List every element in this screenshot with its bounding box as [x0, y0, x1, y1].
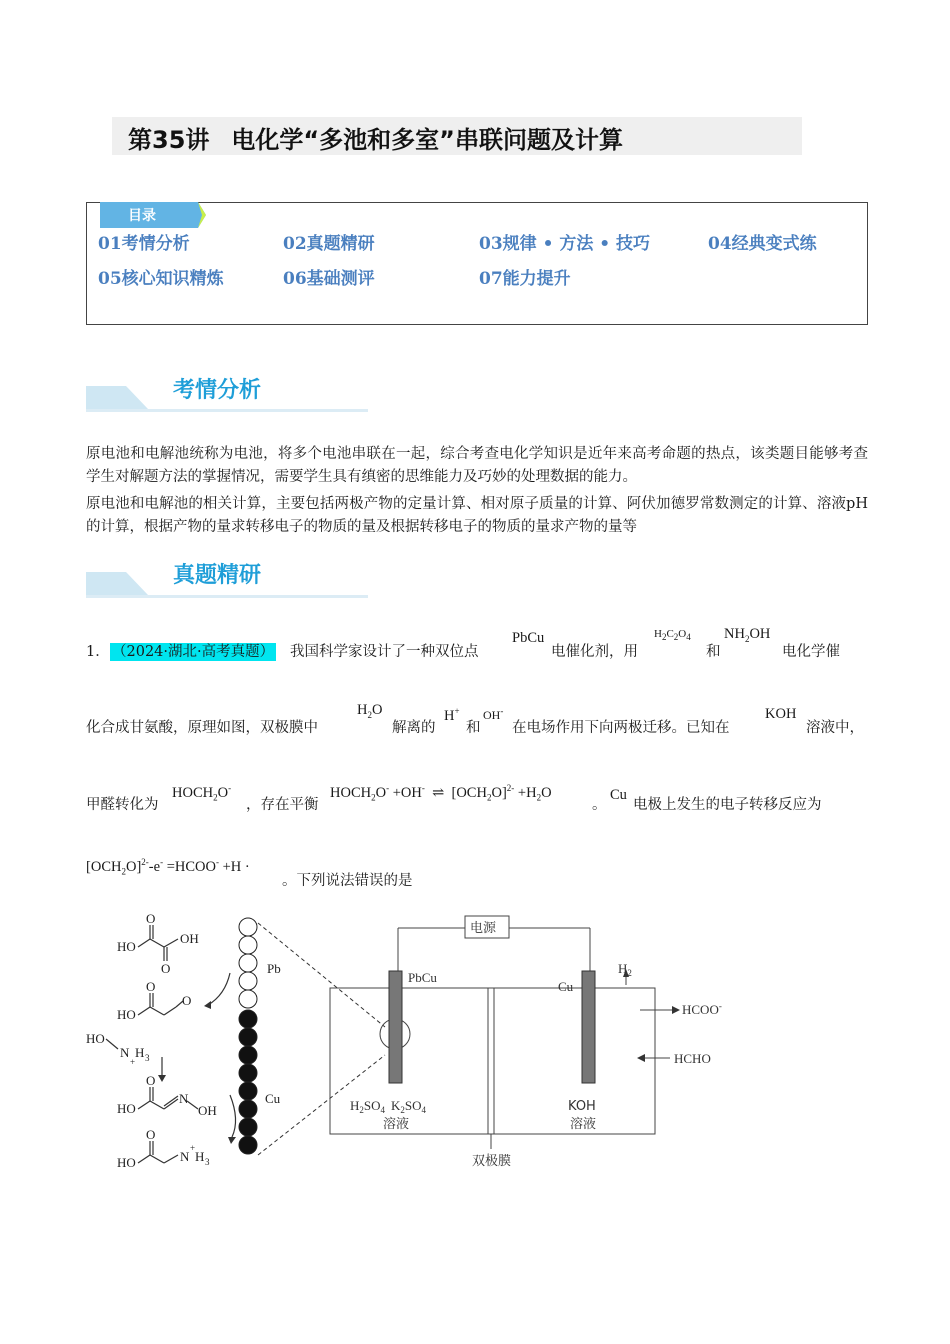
svg-text:OH: OH [180, 931, 199, 946]
formula-pbcu: PbCu [512, 630, 545, 646]
svg-text:O: O [146, 979, 156, 994]
figure-electrolysis [80, 905, 760, 1180]
svg-text:3: 3 [205, 1157, 210, 1167]
svg-text:Cu: Cu [265, 1091, 281, 1106]
question-text: 化合成甘氨酸，原理如图，双极膜中 [86, 720, 318, 736]
svg-text:O: O [161, 961, 171, 976]
question-text: 甲醛转化为 [86, 797, 159, 813]
svg-text:O: O [146, 1073, 156, 1088]
svg-text:N: N [120, 1045, 130, 1060]
toc-item-07[interactable]: 07能力提升 [479, 269, 571, 289]
svg-text:HO: HO [117, 1155, 136, 1170]
toc-item-02[interactable]: 02真题精研 [283, 234, 375, 254]
formula-h-plus: H+ [444, 706, 460, 724]
svg-text:H: H [195, 1149, 205, 1164]
svg-text:H2SO4K2SO4: $H_2SO_4$ $K_2SO_4$ [350, 1098, 427, 1115]
svg-text:Cu: Cu [558, 979, 574, 994]
formula-h2o: $H_2O$ [357, 702, 383, 720]
svg-text:+: + [130, 1057, 136, 1067]
paragraph-1: 原电池和电解池统称为电池，将多个电池串联在一起，综合考查电化学知识是近年来高考命题的热点，该类题目能够考查学生对解题方法的掌握情况，需要学生具有缜密的思维能力及巧妙的处理数据的能力。 [86, 446, 868, 485]
toc-item-05[interactable]: 05核心知识精炼 [98, 269, 224, 289]
paragraph-2: 原电池和电解池的相关计算，主要包括两极产物的定量计算、相对原子质量的计算、阿伏加德罗常数测定的计算、溶液pH的计算，根据产物的量求转移电子的物质的量及根据转移电子的物质的量求产物的量等 [86, 496, 868, 535]
svg-text:O: O [146, 1127, 156, 1142]
svg-text:溶液: 溶液 [383, 1117, 410, 1132]
question-source-tag: （2024·湖北·高考真题） [112, 644, 275, 660]
svg-text:N: N [180, 1149, 190, 1164]
svg-text:HO: HO [86, 1031, 105, 1046]
toc-tab-label: 目录 [128, 208, 156, 224]
formula-hoch2o: $HOCH_2O^-$ [172, 783, 232, 803]
toc-item-03[interactable]: 03规律 • 方法 • 技巧 [479, 234, 651, 254]
question-text: ，存在平衡 [246, 797, 319, 813]
svg-text:PbCu: PbCu [408, 970, 437, 985]
svg-text:O: O [146, 911, 156, 926]
svg-text:电源: 电源 [470, 921, 497, 936]
question-text: 。 [592, 797, 607, 813]
question-text: 溶液中， [806, 720, 864, 736]
svg-text:3: 3 [145, 1053, 150, 1063]
question-text: 在电场作用下向两极迁移。已知在 [512, 720, 730, 736]
svg-text:HCOO-: HCOO- [682, 1001, 722, 1017]
question-text: 。下列说法错误的是 [282, 873, 413, 889]
svg-text:溶液: 溶液 [570, 1117, 597, 1132]
question-number: 1． [86, 644, 110, 660]
svg-text:H2: $H_2$ [618, 961, 632, 978]
toc-item-04[interactable]: 04经典变式练 [708, 234, 817, 254]
svg-text:HO: HO [117, 939, 136, 954]
question-text: 我国科学家设计了一种双位点 [290, 644, 479, 660]
svg-text:HO: HO [117, 1007, 136, 1022]
svg-text:N: N [179, 1091, 189, 1106]
section-title-zhenti: 真题精研 [173, 563, 262, 588]
formula-nh2oh: $NH_2OH$ [724, 626, 771, 644]
question-text: 电催化剂，用 [551, 644, 638, 660]
formula-h2c2o4: $H_2C_2O_4$ [654, 628, 691, 643]
svg-text:O: O [182, 993, 192, 1008]
svg-text:KOH: KOH [568, 1099, 596, 1114]
formula-koh: KOH [765, 706, 797, 722]
formula-equilibrium: $HOCH_2O^- +OH^-$ ⇌ $[OCH_2O]^{2-} +H_2O$ [330, 783, 552, 803]
toc-item-01[interactable]: 01考情分析 [98, 234, 190, 254]
formula-cu: Cu [610, 787, 627, 803]
formula-electron-transfer: $[OCH_2O]^{2-}-e^-$ =HCOO- +H · [86, 857, 250, 877]
svg-text:HCHO: HCHO [674, 1051, 711, 1066]
svg-text:双极膜: 双极膜 [472, 1154, 512, 1169]
question-text: 解离的 [392, 720, 436, 736]
svg-text:+: + [190, 1143, 196, 1153]
section-title-kaoqing: 考情分析 [173, 378, 262, 403]
question-text: 和 [706, 644, 721, 660]
svg-text:H: H [135, 1045, 145, 1060]
page-title: 第35讲 电化学“多池和多室”串联问题及计算 [128, 126, 623, 154]
question-text: 和 [466, 720, 481, 736]
question-text: 电极上发生的电子转移反应为 [633, 797, 822, 813]
formula-oh-minus: OH- [483, 706, 504, 722]
svg-text:Pb: Pb [267, 961, 281, 976]
toc-item-06[interactable]: 06基础测评 [283, 269, 375, 289]
svg-text:OH: OH [198, 1103, 217, 1118]
svg-text:HO: HO [117, 1101, 136, 1116]
question-text: 电化学催 [782, 644, 840, 660]
